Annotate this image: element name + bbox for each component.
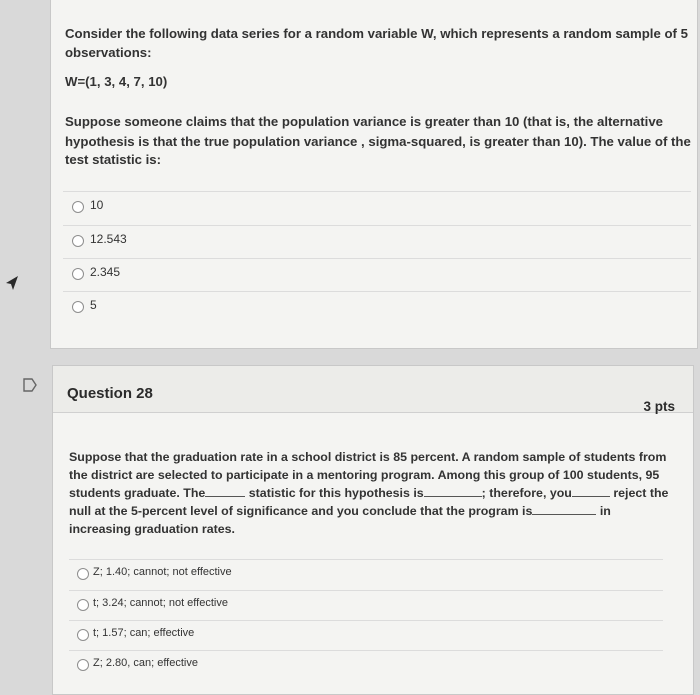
text-fragment: null at the 5-percent level of significance and you conclude that the program is (69, 504, 533, 518)
question-27-body-line1: Suppose someone claims that the population variance is greater than 10 (that is, the alternative (65, 114, 663, 129)
answer-option[interactable] (63, 191, 691, 222)
answer-option[interactable] (63, 291, 691, 322)
answer-option-label: t; 1.57; can; effective (93, 627, 195, 639)
text-fragment: statistic for this hypothesis is (248, 486, 424, 500)
question-27-intro-line1: Consider the following data series for a random variable W, which represents a random sample of 5 (65, 26, 688, 41)
radio-button[interactable] (77, 629, 89, 641)
question-28-line5: increasing graduation rates. (69, 522, 235, 536)
question-28-line4 (69, 502, 669, 520)
question-28-header (53, 366, 693, 413)
question-28-line1: Suppose that the graduation rate in a school district is 85 percent. A random sample of students from (69, 450, 667, 464)
answer-option-label: Z; 1.40; cannot; not effective (93, 566, 232, 578)
text-fragment: students graduate. The (69, 486, 206, 500)
flag-question-icon[interactable] (22, 377, 38, 393)
radio-button[interactable] (77, 599, 89, 611)
text-fragment: ; therefore, you (481, 486, 572, 500)
radio-button[interactable] (72, 235, 84, 247)
radio-button[interactable] (72, 301, 84, 313)
question-points: 3 pts (643, 399, 675, 414)
answer-option[interactable] (69, 590, 663, 619)
answer-option[interactable] (63, 258, 691, 289)
answer-option[interactable] (63, 225, 691, 256)
answer-option-label: 2.345 (90, 265, 121, 279)
question-27-body-line3: test statistic is: (65, 152, 162, 167)
answer-option-label: 5 (90, 298, 97, 312)
question-28-card (52, 365, 694, 695)
question-28-line3 (69, 484, 669, 502)
radio-button[interactable] (77, 659, 89, 671)
text-fragment: reject the (613, 486, 669, 500)
answer-option[interactable] (69, 559, 663, 588)
blank-4 (532, 502, 596, 515)
question-27-card (50, 0, 698, 349)
mouse-cursor-icon (4, 274, 20, 292)
radio-button[interactable] (72, 201, 84, 213)
question-27-intro-line2: observations: (65, 45, 152, 60)
question-27-body-line2: hypothesis is that the true population variance , sigma-squared, is greater than 10). The value of the (65, 134, 691, 149)
radio-button[interactable] (72, 268, 84, 280)
answer-option-label: t; 3.24; cannot; not effective (93, 597, 228, 609)
question-28-line2: the district are selected to participate in a mentoring program. Among this group of 100 students, 95 (69, 468, 660, 482)
radio-button[interactable] (77, 568, 89, 580)
answer-option-label: Z; 2.80, can; effective (93, 657, 198, 669)
answer-option-label: 10 (90, 198, 104, 212)
blank-1 (205, 484, 245, 497)
answer-option[interactable] (69, 650, 663, 679)
data-series: W=(1, 3, 4, 7, 10) (65, 74, 168, 89)
answer-option-label: 12.543 (90, 232, 127, 246)
text-fragment: in (599, 504, 611, 518)
question-title: Question 28 (67, 385, 153, 402)
answer-option[interactable] (69, 620, 663, 649)
blank-2 (424, 484, 482, 497)
question-28-text (69, 448, 669, 538)
blank-3 (572, 484, 610, 497)
